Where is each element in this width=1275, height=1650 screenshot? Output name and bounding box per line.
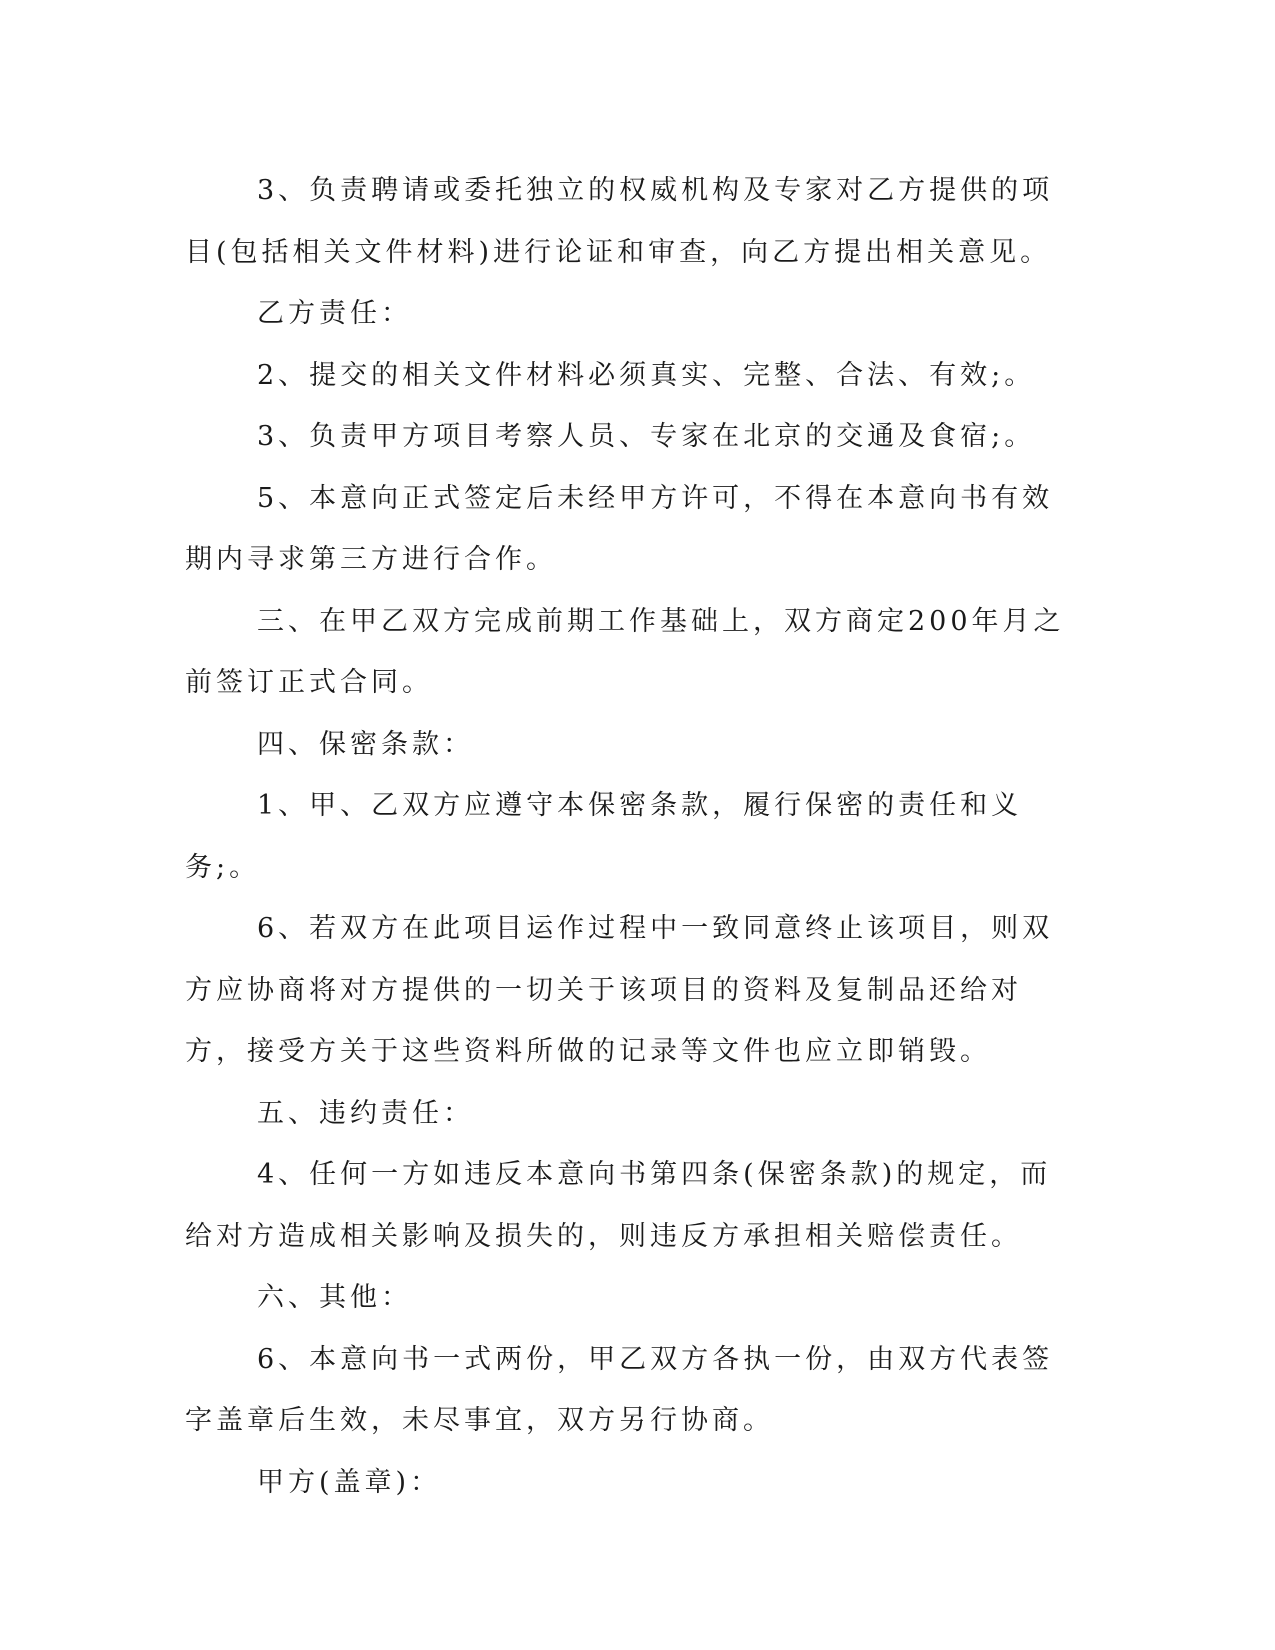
heading-party-b-responsibility: 乙方责任： [257,298,412,329]
heading-breach-liability: 五、违约责任： [257,1097,474,1129]
paragraph-confidentiality-1: 1、甲、乙双方应遵守本保密条款，履行保密的责任和义务;。 [185,790,1023,883]
paragraph-other-6: 6、本意向书一式两份，甲乙双方各执一份，由双方代表签字盖章后生效，未尽事宜，双方另行协商。 [185,1343,1054,1436]
paragraph-party-b-3: 3、负责甲方项目考察人员、专家在北京的交通及食宿;。 [257,421,1036,452]
paragraph-party-b-2: 2、提交的相关文件材料必须真实、完整、合法、有效;。 [257,359,1036,391]
heading-confidentiality: 四、保密条款： [257,728,474,760]
paragraph-section-3-contract: 三、在甲乙双方完成前期工作基础上，双方商定200年月之前签订正式合同。 [185,605,1065,698]
paragraph-party-b-5: 5、本意向正式签定后未经甲方许可，不得在本意向书有效期内寻求第三方进行合作。 [185,482,1054,575]
paragraph-breach-4: 4、任何一方如违反本意向书第四条(保密条款)的规定，而给对方造成相关影响及损失的，则违反方承担相关赔偿责任。 [185,1159,1052,1252]
heading-other: 六、其他： [257,1282,412,1313]
party-a-seal-label: 甲方(盖章)： [257,1466,442,1498]
document-body [185,160,1075,1513]
paragraph-confidentiality-6: 6、若双方在此项目运作过程中一致同意终止该项目，则双方应协商将对方提供的一切关于该项目的资料及复制品还给对方，接受方关于这些资料所做的记录等文件也应立即销毁。 [185,913,1054,1067]
paragraph-responsibility-3: 3、负责聘请或委托独立的权威机构及专家对乙方提供的项目(包括相关文件材料)进行论证和审查，向乙方提出相关意见。 [185,175,1054,268]
